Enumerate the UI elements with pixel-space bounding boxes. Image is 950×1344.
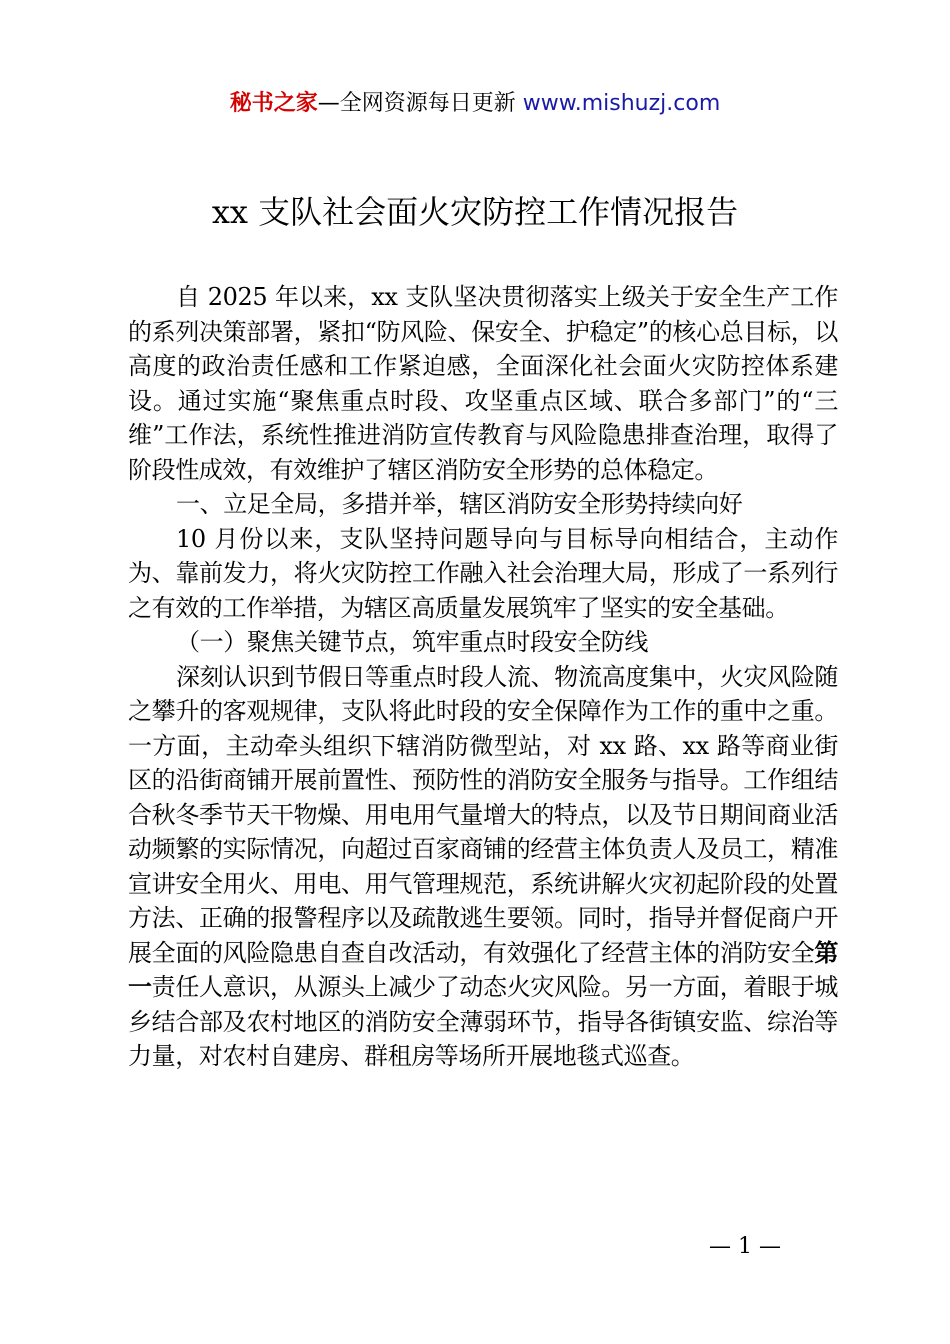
paragraph-text: 深刻认识到节假日等重点时段人流、物流高度集中，火灾风险随之攀升的客观规律，支队将此时段的安全保障作为工作的重中之重。一方面，主动牵头组织下辖消防微型站，对 xx 路、xx 路等商业街区的沿街商铺开展前置性、预防性的消防安全服务与指导。工作组结合秋冬季节天干物燥、用电用气量增大的特点，以及节日期间商业活动频繁的实际情况，向超过百家商铺的经营主体负责人及员工，精准宣讲安全用火、用电、用气管理规范，系统讲解火灾初起阶段的处置方法、正确的报警程序以及疏散逃生要领。同时，指导并督促商户开展全面的风险隐患自查自改活动，有效强化了经营主体的消防安全: [128, 662, 838, 967]
site-url-link[interactable]: www.mishuzj.com: [522, 91, 721, 116]
section-paragraph: 10 月份以来，支队坚持问题导向与目标导向相结合，主动作为、靠前发力，将火灾防控工作融入社会治理大局，形成了一系列行之有效的工作举措，为辖区高质量发展筑牢了坚实的安全基础。: [128, 524, 838, 622]
intro-paragraph: 自 2025 年以来，xx 支队坚决贯彻落实上级关于安全生产工作的系列决策部署，紧扣“防风险、保安全、护稳定”的核心总目标，以高度的政治责任感和工作紧迫感，全面深化社会面火灾防控体系建设。通过实施“聚焦重点时段、攻坚重点区域、联合多部门”的“三维”工作法，系统性推进消防宣传教育与风险隐患排查治理，取得了阶段性成效，有效维护了辖区消防安全形势的总体稳定。: [128, 283, 838, 484]
paragraph-text-continued: 责任人意识，从源头上减少了动态火灾风险。另一方面，着眼于城乡结合部及农村地区的消防安全薄弱环节，指导各街镇安监、综治等力量，对农村自建房、群租房等场所开展地毯式巡查。: [128, 973, 838, 1070]
site-brand: 秘书之家: [229, 91, 318, 116]
document-body: [128, 280, 838, 1074]
site-banner: [0, 88, 950, 120]
page-number: — 1 —: [709, 1234, 781, 1259]
document-title: xx 支队社会面火灾防控工作情况报告: [211, 193, 739, 231]
section-heading-1: 一、立足全局，多措并举，辖区消防安全形势持续向好: [176, 490, 743, 518]
site-tagline: —全网资源每日更新: [317, 91, 516, 116]
subsection-heading-1: （一）聚焦关键节点，筑牢重点时段安全防线: [176, 628, 648, 656]
emphasis-text: 第一: [128, 937, 838, 1001]
subsection-paragraph: [128, 660, 838, 1074]
